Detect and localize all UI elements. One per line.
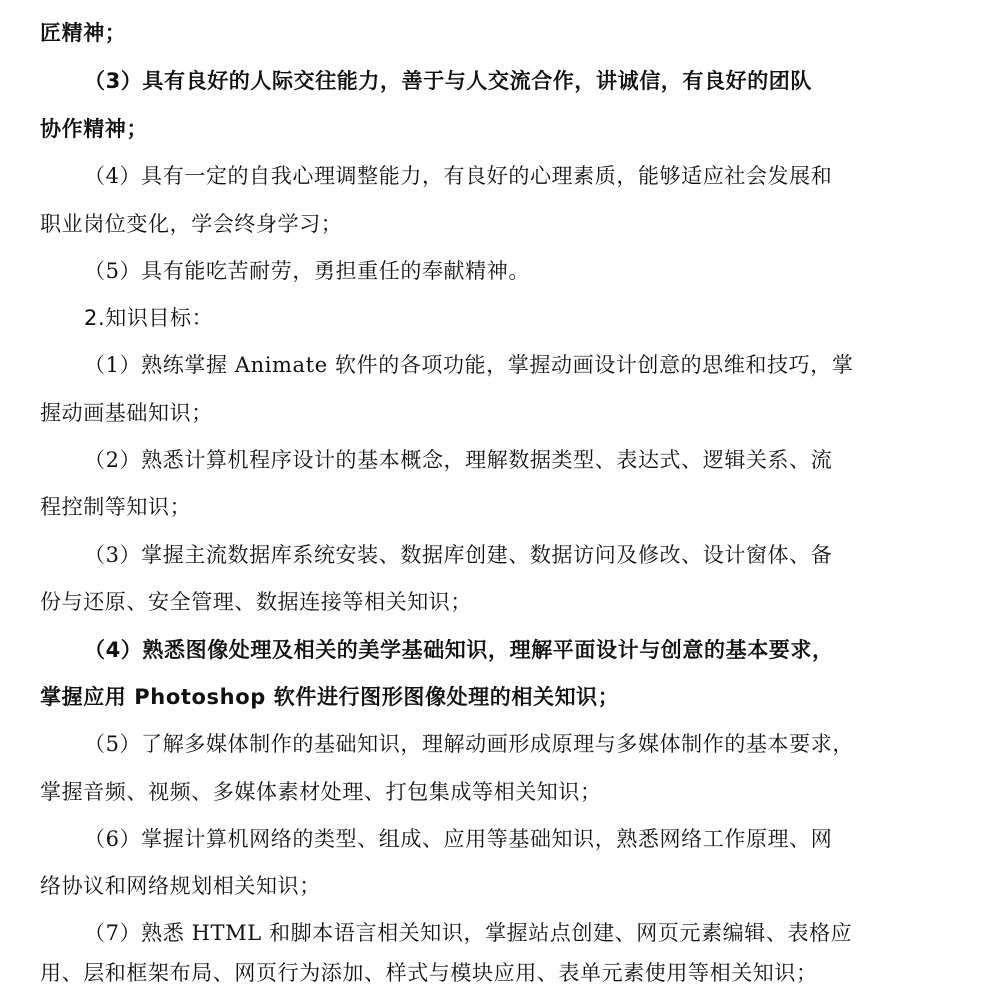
text-line: （1）熟练掌握 Animate 软件的各项功能，掌握动画设计创意的思维和技巧，掌 — [84, 353, 854, 377]
text-line: （4）具有一定的自我心理调整能力，有良好的心理素质，能够适应社会发展和 — [84, 164, 833, 188]
text-line: （3）掌握主流数据库系统安装、数据库创建、数据访问及修改、设计窗体、备 — [84, 543, 833, 567]
text-line: 协作精神； — [40, 117, 148, 141]
text-line: 掌握应用 Photoshop 软件进行图形图像处理的相关知识； — [40, 685, 620, 709]
text-line: （7）熟悉 HTML 和脚本语言相关知识，掌握站点创建、网页元素编辑、表格应 — [84, 921, 853, 945]
text-line: 握动画基础知识； — [40, 401, 213, 425]
text-line: 程控制等知识； — [40, 495, 192, 519]
text-line: （6）掌握计算机网络的类型、组成、应用等基础知识，熟悉网络工作原理、网 — [84, 827, 833, 851]
text-line: 匠精神； — [40, 21, 127, 45]
text-line: 络协议和网络规划相关知识； — [40, 874, 321, 898]
text-line: （5）具有能吃苦耐劳，勇担重任的奉献精神。 — [84, 259, 530, 283]
text-line: 用、层和框架布局、网页行为添加、样式与模块应用、表单元素使用等相关知识； — [40, 961, 818, 985]
text-line: （2）熟悉计算机程序设计的基本概念，理解数据类型、表达式、逻辑关系、流 — [84, 448, 833, 472]
text-line: 份与还原、安全管理、数据连接等相关知识； — [40, 590, 472, 614]
text-line: 掌握音频、视频、多媒体素材处理、打包集成等相关知识； — [40, 780, 602, 804]
text-line: （5）了解多媒体制作的基础知识，理解动画形成原理与多媒体制作的基本要求， — [84, 732, 854, 756]
text-line: （4）熟悉图像处理及相关的美学基础知识，理解平面设计与创意的基本要求， — [84, 638, 834, 662]
section-heading: 2.知识目标： — [84, 306, 214, 330]
text-line: （3）具有良好的人际交往能力，善于与人交流合作，讲诚信，有良好的团队 — [84, 69, 813, 93]
text-line: 职业岗位变化，学会终身学习； — [40, 212, 343, 236]
